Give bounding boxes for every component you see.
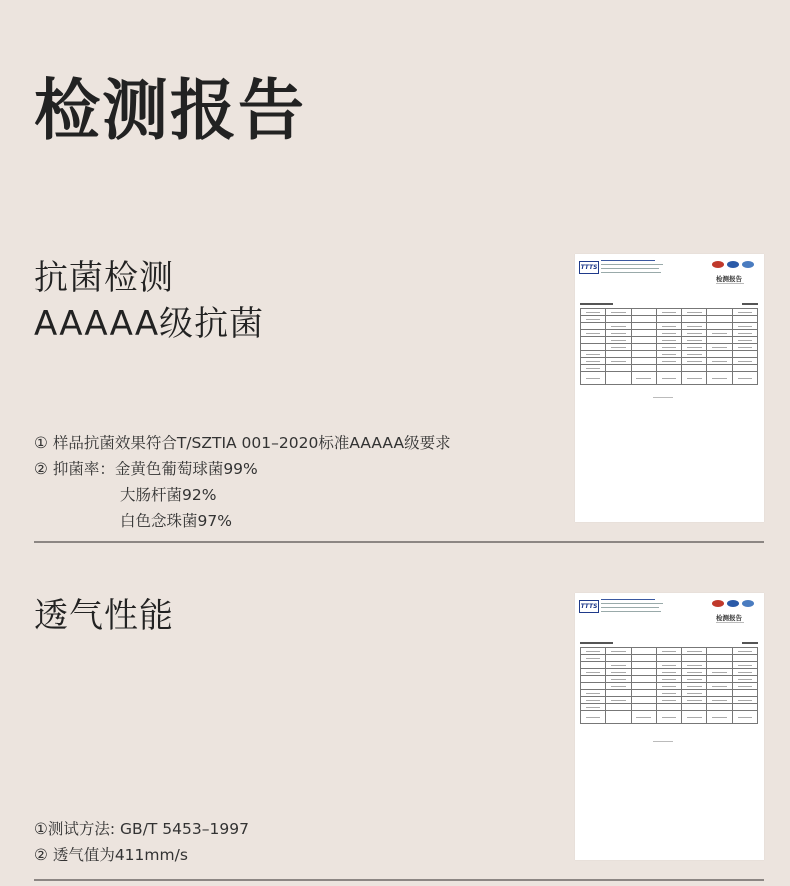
list-item: ② 抑菌率：金黄色葡萄球菌99% [34,460,258,478]
report-subtitle-line [716,622,744,623]
breathability-title: 透气性能 [34,596,174,636]
report-number-line [580,642,613,644]
report-page-line [742,303,758,305]
list-item: 白色念珠菌97% [120,512,232,530]
report-end-mark [653,397,673,398]
table-row [581,648,758,655]
table-row [581,690,758,697]
antibacterial-title [34,255,264,347]
report-title: 检测报告 [716,614,742,622]
table-row [581,316,758,323]
breathability-details [34,816,249,868]
table-row [581,697,758,704]
table-row [581,309,758,316]
report-number-line [580,303,613,305]
table-row [581,655,758,662]
cnas-badge-icon [727,261,739,268]
list-item: ② 透气值为411mm/s [34,846,188,864]
report-end-mark [653,741,673,742]
section-divider [34,541,764,543]
ilac-badge-icon [742,600,754,607]
certification-badges [712,261,754,268]
report-header-lines [601,260,663,276]
ilac-badge-icon [742,261,754,268]
tts-logo-icon: TTTS [579,600,599,613]
cma-badge-icon [712,261,724,268]
list-item: ①测试方法: GB/T 5453–1997 [34,820,249,838]
list-item: 大肠杆菌92% [120,486,217,504]
table-row [581,683,758,690]
report-header-lines [601,599,663,615]
table-row [581,669,758,676]
table-row [581,330,758,337]
table-row [581,704,758,711]
certification-badges [712,600,754,607]
table-row [581,662,758,669]
report-table [580,308,758,385]
section-divider [34,879,764,881]
antibacterial-title-line2: AAAAA级抗菌 [34,304,265,344]
page-title: 检测报告 [34,72,306,149]
table-row [581,337,758,344]
table-row [581,351,758,358]
table-row [581,365,758,372]
table-row [581,711,758,724]
tts-logo-icon: TTTS [579,261,599,274]
table-row [581,344,758,351]
antibacterial-title-line1: 抗菌检测 [34,258,174,298]
list-item: ① 样品抗菌效果符合T/SZTIA 001–2020标准AAAAA级要求 [34,434,451,452]
test-report-thumbnail-2 [575,593,764,860]
table-row [581,358,758,365]
table-row [581,676,758,683]
report-table [580,647,758,724]
test-report-thumbnail-1 [575,254,764,522]
table-row [581,323,758,330]
cma-badge-icon [712,600,724,607]
antibacterial-details [34,430,451,534]
report-page-line [742,642,758,644]
table-row [581,372,758,385]
cnas-badge-icon [727,600,739,607]
report-subtitle-line [716,283,744,284]
report-title: 检测报告 [716,275,742,283]
